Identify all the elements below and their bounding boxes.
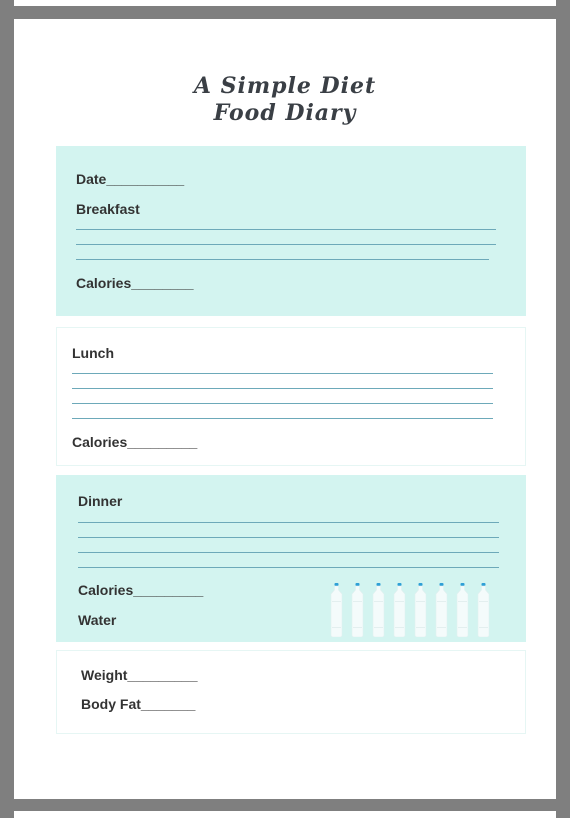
previous-page-edge: [14, 0, 556, 6]
water-bottle-icon: [435, 583, 448, 637]
dinner-section: [56, 475, 526, 642]
date-field-label: Date__________: [76, 171, 185, 187]
water-bottle-tracker: [330, 583, 500, 638]
breakfast-writing-line: [76, 259, 489, 260]
breakfast-writing-line: [76, 244, 496, 245]
lunch-section: [56, 327, 526, 466]
water-bottle-icon: [456, 583, 469, 637]
water-bottle-icon: [414, 583, 427, 637]
water-bottle-icon: [372, 583, 385, 637]
water-bottle-icon: [393, 583, 406, 637]
breakfast-section: [56, 146, 526, 316]
dinner-writing-line: [78, 567, 499, 568]
dinner-writing-line: [78, 552, 499, 553]
body-fat-field-label: Body Fat_______: [81, 696, 196, 712]
breakfast-writing-line: [76, 229, 496, 230]
lunch-writing-line: [72, 403, 493, 404]
lunch-writing-line: [72, 373, 493, 374]
lunch-writing-line: [72, 418, 493, 419]
lunch-calories-label: Calories_________: [72, 434, 198, 450]
breakfast-calories-label: Calories________: [76, 275, 194, 291]
dinner-writing-line: [78, 537, 499, 538]
diary-page: [14, 19, 556, 799]
next-page-edge: [14, 811, 556, 818]
body-stats-section: [56, 650, 526, 734]
weight-field-label: Weight_________: [81, 667, 198, 683]
breakfast-label: Breakfast: [76, 201, 140, 217]
water-bottle-icon: [330, 583, 343, 637]
lunch-writing-line: [72, 388, 493, 389]
water-bottle-icon: [477, 583, 490, 637]
page-title-line-1: A Simple Diet: [193, 73, 377, 99]
dinner-calories-label: Calories_________: [78, 582, 204, 598]
water-label: Water: [78, 612, 117, 628]
lunch-label: Lunch: [72, 345, 114, 361]
page-title-line-2: Food Diary: [213, 100, 357, 126]
dinner-writing-line: [78, 522, 499, 523]
water-bottle-icon: [351, 583, 364, 637]
dinner-label: Dinner: [78, 493, 123, 509]
